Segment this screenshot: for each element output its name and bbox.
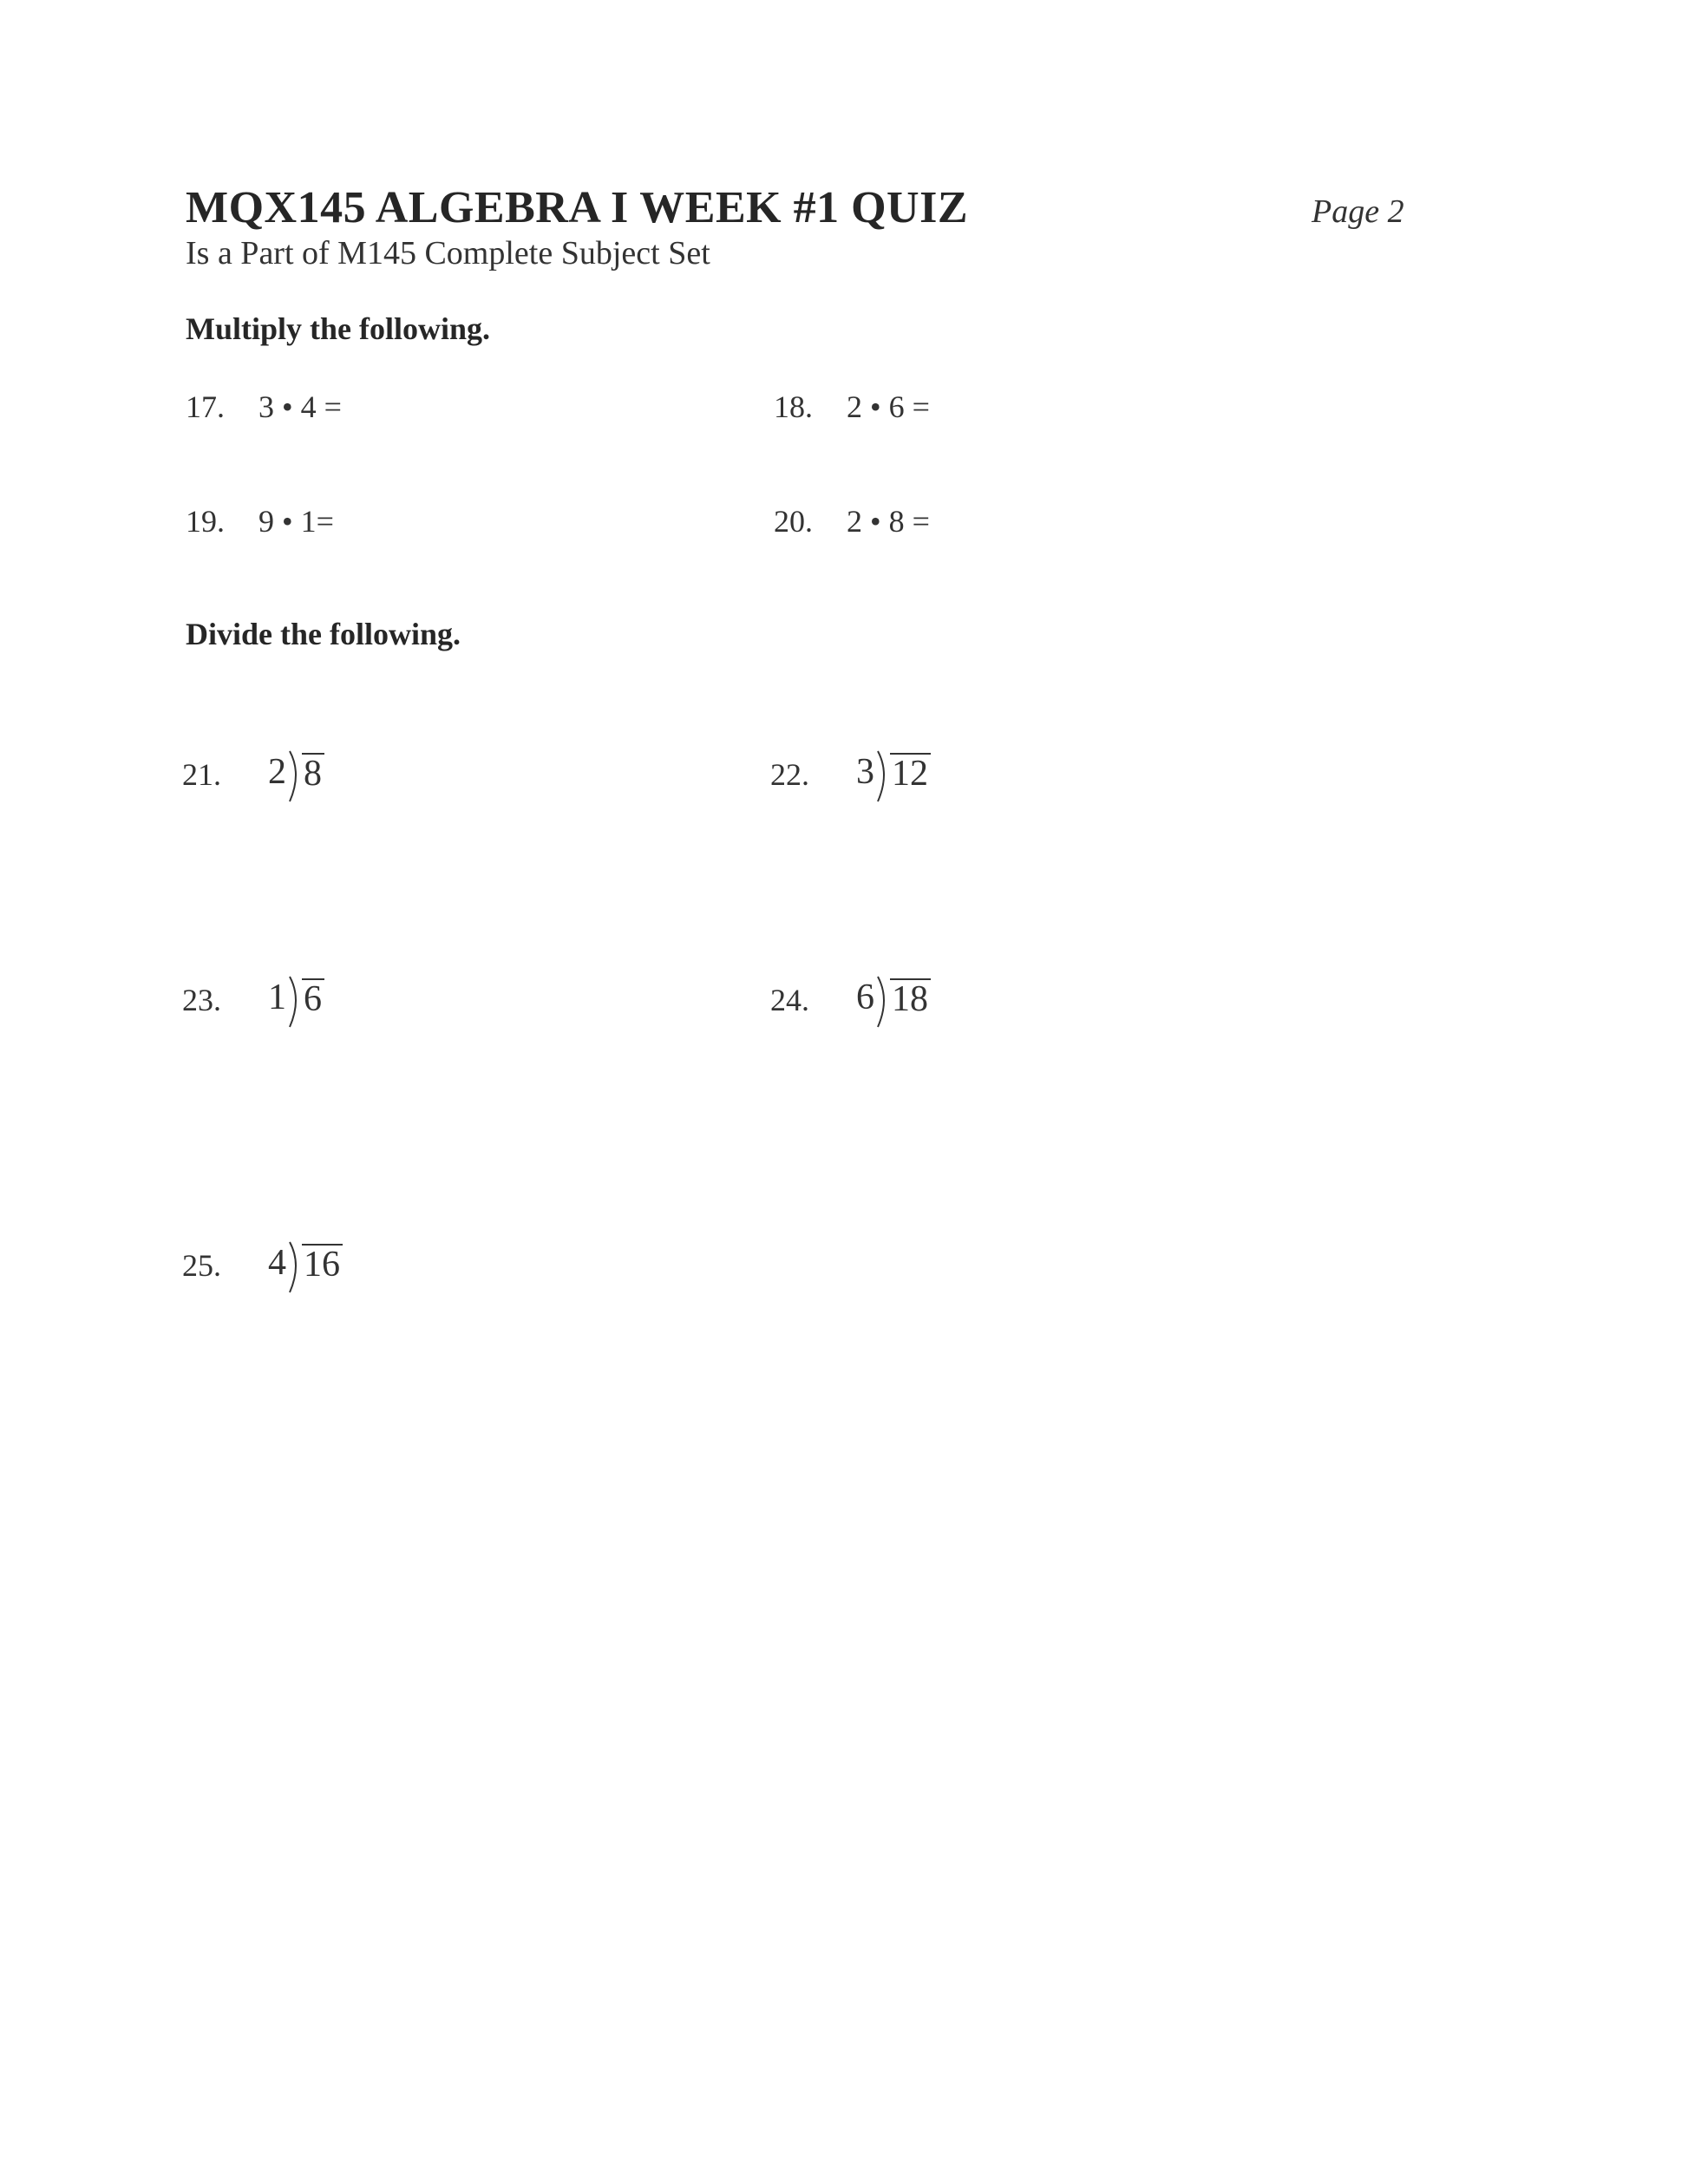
problem-number: 19. xyxy=(186,504,225,539)
problem-number: 25. xyxy=(182,1248,221,1283)
problem-number: 20. xyxy=(774,504,813,539)
problem-21 xyxy=(182,739,324,793)
division-bracket xyxy=(288,749,302,803)
divisor: 4 xyxy=(268,1243,286,1283)
divisor: 6 xyxy=(856,978,874,1017)
page-number: Page 2 xyxy=(1312,193,1404,230)
problem-17 xyxy=(186,389,342,425)
problem-20 xyxy=(774,503,930,539)
divisor: 3 xyxy=(856,752,874,792)
long-division xyxy=(856,739,931,793)
dividend: 6 xyxy=(302,978,324,1018)
dividend: 16 xyxy=(302,1244,343,1284)
long-division xyxy=(856,964,931,1018)
quiz-subtitle: Is a Part of M145 Complete Subject Set xyxy=(186,235,710,271)
division-bracket xyxy=(288,1240,302,1294)
division-bracket xyxy=(876,975,890,1029)
divisor: 1 xyxy=(268,978,286,1017)
division-bracket xyxy=(288,975,302,1029)
quiz-title: MQX145 ALGEBRA I WEEK #1 QUIZ xyxy=(186,183,969,232)
division-bracket xyxy=(876,749,890,803)
problem-number: 24. xyxy=(770,983,809,1017)
dividend: 8 xyxy=(302,753,324,793)
problem-19 xyxy=(186,503,334,539)
problem-number: 23. xyxy=(182,983,221,1017)
problem-number: 17. xyxy=(186,389,225,424)
problem-expression: 2 • 8 = xyxy=(847,504,930,539)
problem-expression: 2 • 6 = xyxy=(847,389,930,424)
problem-23 xyxy=(182,964,324,1018)
problem-25 xyxy=(182,1230,343,1284)
divisor: 2 xyxy=(268,752,286,792)
dividend: 18 xyxy=(890,978,931,1018)
problem-number: 18. xyxy=(774,389,813,424)
problem-18 xyxy=(774,389,930,425)
dividend: 12 xyxy=(890,753,931,793)
divide-heading: Divide the following. xyxy=(186,617,461,651)
problem-number: 21. xyxy=(182,757,221,792)
problem-expression: 3 • 4 = xyxy=(258,389,342,424)
problem-number: 22. xyxy=(770,757,809,792)
problem-22 xyxy=(770,739,931,793)
multiply-heading: Multiply the following. xyxy=(186,311,491,346)
long-division xyxy=(268,964,324,1018)
long-division xyxy=(268,1230,343,1284)
problem-24 xyxy=(770,964,931,1018)
long-division xyxy=(268,739,324,793)
problem-expression: 9 • 1= xyxy=(258,504,334,539)
